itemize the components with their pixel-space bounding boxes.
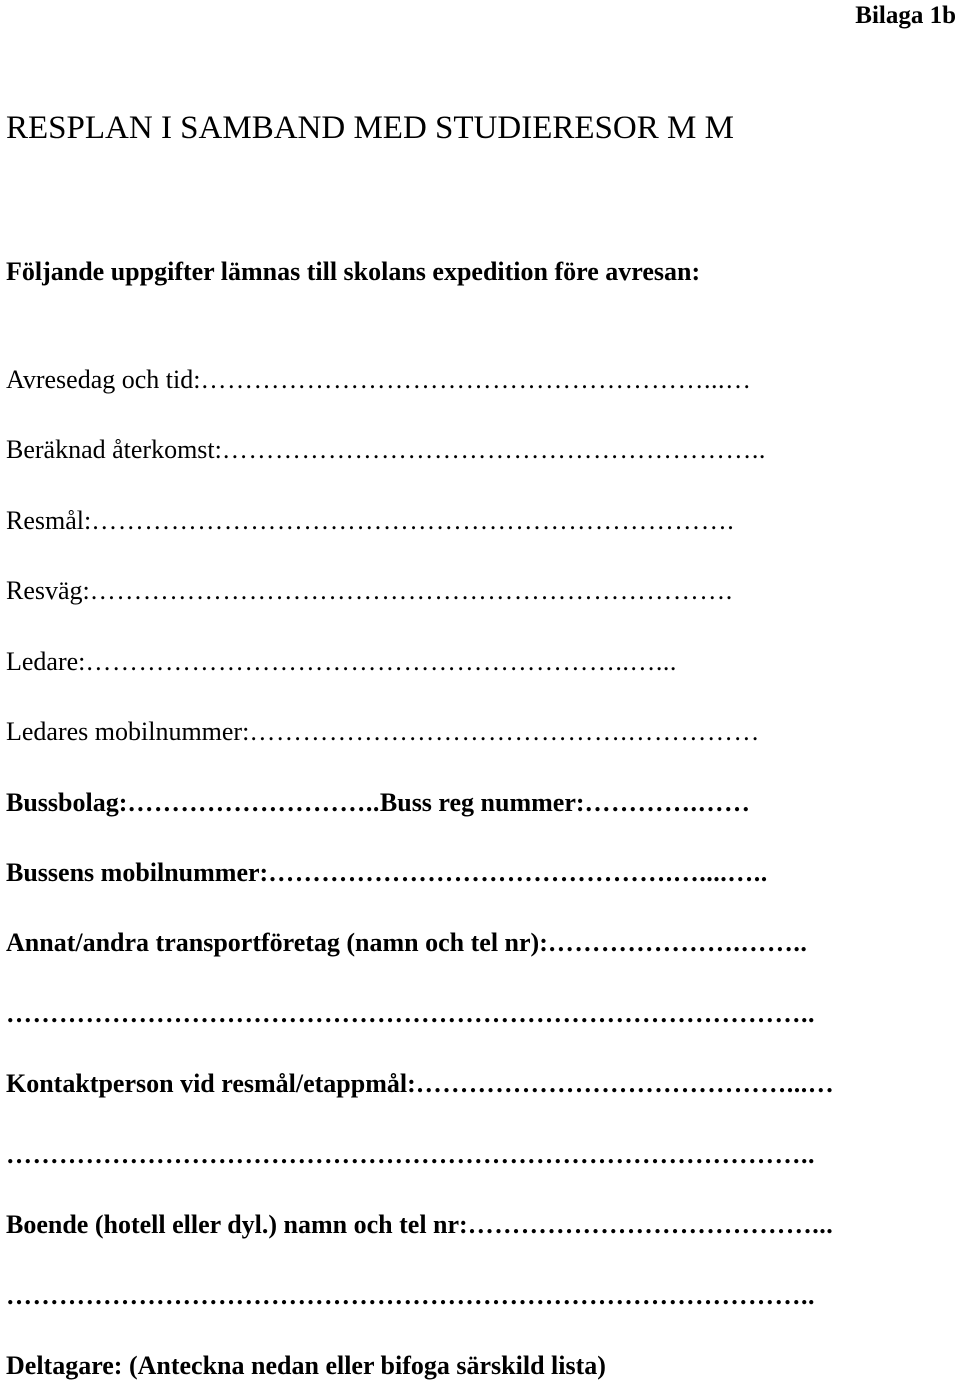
bus-reg-label: Buss reg nummer:	[379, 788, 585, 817]
destination-fill-line: ……………………………………………………………….	[91, 506, 735, 535]
bus-mobile-fill-line: ……………………………………….…....…..	[268, 858, 768, 887]
leader-mobile-label: Ledares mobilnummer:	[6, 717, 250, 746]
other-transport-field	[6, 927, 936, 959]
departure-fill-line: …………………………………………………...…	[200, 365, 752, 394]
return-label: Beräknad återkomst:	[6, 435, 222, 464]
accommodation-label: Boende (hotell eller dyl.) namn och tel nr:	[6, 1210, 468, 1239]
bus-reg-fill-line: ………….……	[584, 788, 751, 817]
route-label: Resväg:	[6, 576, 90, 605]
other-transport-label: Annat/andra transportföretag (namn och tel nr):	[6, 928, 548, 957]
contact-person-continuation-line: ………………………………………………………………………………..	[6, 1140, 815, 1169]
route-fill-line: ……………………………………………………………….	[89, 576, 733, 605]
bus-company-field	[6, 787, 936, 819]
destination-field	[6, 505, 936, 537]
leader-field	[6, 646, 936, 678]
leader-mobile-fill-line: …………………………………….……………	[249, 717, 760, 746]
attachment-label: Bilaga 1b	[855, 2, 956, 29]
accommodation-fill-line: …………………………………...	[467, 1210, 834, 1239]
other-transport-continuation	[6, 998, 936, 1030]
route-field	[6, 575, 936, 607]
accommodation-continuation	[6, 1280, 936, 1312]
leader-mobile-field	[6, 716, 936, 748]
bus-mobile-label: Bussens mobilnummer:	[6, 858, 269, 887]
bus-mobile-field	[6, 857, 936, 889]
bus-company-label: Bussbolag:	[6, 788, 128, 817]
other-transport-fill-line: ………………….……..	[547, 928, 808, 957]
leader-label: Ledare:	[6, 647, 86, 676]
return-field	[6, 434, 936, 466]
other-transport-continuation-line: ………………………………………………………………………………..	[6, 999, 815, 1028]
bus-company-fill-line: ………………………..	[127, 788, 380, 817]
document-title: RESPLAN I SAMBAND MED STUDIERESOR M M	[6, 110, 734, 146]
accommodation-continuation-line: ………………………………………………………………………………..	[6, 1281, 815, 1310]
return-fill-line: ……………………………………………………..	[221, 435, 766, 464]
contact-person-continuation	[6, 1139, 936, 1171]
departure-label: Avresedag och tid:	[6, 365, 201, 394]
destination-label: Resmål:	[6, 506, 92, 535]
contact-person-label: Kontaktperson vid resmål/etappmål:	[6, 1069, 416, 1098]
departure-field	[6, 364, 936, 396]
participants-heading: Deltagare: (Anteckna nedan eller bifoga särskild lista)	[6, 1351, 606, 1380]
contact-person-field	[6, 1068, 936, 1100]
intro-text: Följande uppgifter lämnas till skolans expedition före avresan:	[6, 257, 701, 286]
accommodation-field	[6, 1209, 936, 1241]
contact-person-fill-line: ……………………………………...…	[415, 1069, 835, 1098]
leader-fill-line: ……………………………………………………..…...	[85, 647, 677, 676]
